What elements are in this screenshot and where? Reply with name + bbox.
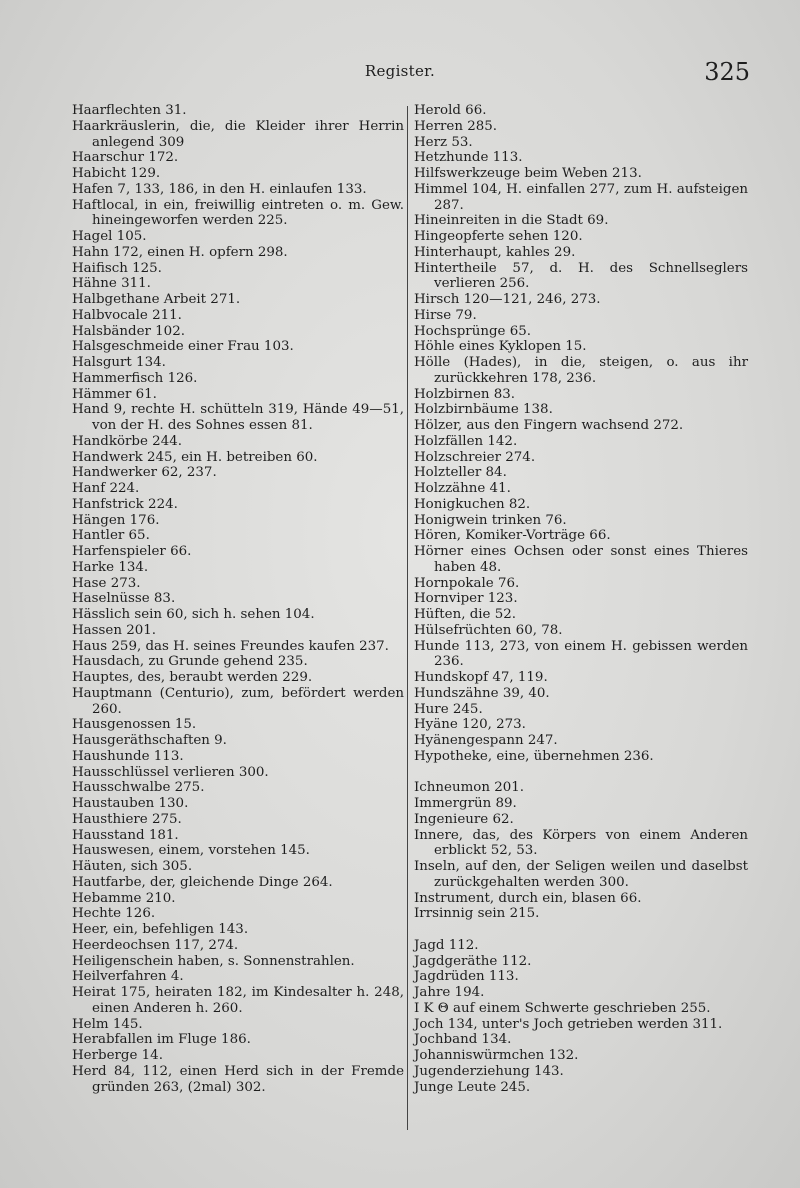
index-entry: Hauptmann (Centurio), zum, befördert werden 260. xyxy=(72,685,404,717)
index-entry: Hören, Komiker-Vorträge 66. xyxy=(414,528,611,544)
index-entry: Hand 9, rechte H. schütteln 319, Hände 49—51, von der H. des Sohnes essen 81. xyxy=(72,402,404,433)
index-entry: Habicht 129. xyxy=(72,166,161,181)
index-entry: Instrument, durch ein, blasen 66. xyxy=(414,890,642,906)
index-entry: Innere, das, des Körpers von einem Anderen erblickt 52, 53. xyxy=(414,827,748,859)
index-entry: Ingenieure 62. xyxy=(414,811,514,827)
index-entry: Immergrün 89. xyxy=(414,796,517,811)
index-entry: Holzbirnbäume 138. xyxy=(414,402,553,418)
index-entry: Halbgethane Arbeit 271. xyxy=(72,292,241,307)
index-entry: Jagd 112. xyxy=(414,937,479,953)
right-index-column xyxy=(414,103,748,1095)
index-entry: Hanf 224. xyxy=(72,481,140,496)
index-entry: Heirat 175, heiraten 182, im Kindesalter h. 248, einen Anderen h. 260. xyxy=(72,985,404,1016)
page-number: 325 xyxy=(704,58,750,86)
index-entry: Hämmer 61. xyxy=(72,386,157,402)
index-entry: Haarflechten 31. xyxy=(72,103,187,118)
index-entry: Holzbirnen 83. xyxy=(414,386,516,402)
index-entry: Hautfarbe, der, gleichende Dinge 264. xyxy=(72,874,333,890)
index-entry: Hängen 176. xyxy=(72,512,160,528)
index-entry: Hebamme 210. xyxy=(72,890,176,906)
index-entry: Heer, ein, befehligen 143. xyxy=(72,922,249,937)
index-entry: Hornviper 123. xyxy=(414,591,518,607)
index-entry: Holzzähne 41. xyxy=(414,481,511,496)
index-entry: Herberge 14. xyxy=(72,1048,163,1063)
index-entry: Hausthiere 275. xyxy=(72,811,182,827)
index-entry: Inseln, auf den, der Seligen weilen und daselbst zurückgehalten werden 300. xyxy=(414,859,748,890)
index-entry: Hagel 105. xyxy=(72,229,147,244)
index-entry: Honigkuchen 82. xyxy=(414,496,531,512)
index-entry: Halsgeschmeide einer Frau 103. xyxy=(72,339,294,355)
index-entry: Hüften, die 52. xyxy=(414,607,517,622)
index-entry: Honigwein trinken 76. xyxy=(414,512,567,528)
index-entry: Junge Leute 245. xyxy=(414,1079,531,1095)
running-header: Register. xyxy=(364,62,436,80)
index-entry: Hineinreiten in die Stadt 69. xyxy=(414,213,609,229)
index-entry: Hanfstrick 224. xyxy=(72,496,178,512)
index-entry: Halbvocale 211. xyxy=(72,307,182,323)
index-entry: Haus 259, das H. seines Freundes kaufen 237. xyxy=(72,638,389,654)
index-entry: Handwerk 245, ein H. betreiben 60. xyxy=(72,449,318,465)
index-entry: Heerdeochsen 117, 274. xyxy=(72,937,239,953)
index-entry: Hornpokale 76. xyxy=(414,575,520,591)
index-entry: Ι Κ Θ auf einem Schwerte geschrieben 255. xyxy=(414,1000,711,1016)
index-entry: Hypotheke, eine, übernehmen 236. xyxy=(414,748,654,764)
index-entry: Hölle (Hades), in die, steigen, o. aus ihr zurückkehren 178, 236. xyxy=(414,355,748,386)
index-entry: Haustauben 130. xyxy=(72,796,189,811)
index-entry: Harke 134. xyxy=(72,559,149,575)
index-entry: Hetzhunde 113. xyxy=(414,150,523,166)
index-entry: Hausschwalbe 275. xyxy=(72,780,205,796)
section-gap xyxy=(414,922,748,938)
index-entry: Hässlich sein 60, sich h. sehen 104. xyxy=(72,607,315,622)
index-entry: Herabfallen im Fluge 186. xyxy=(72,1032,251,1048)
index-entry: Hammerfisch 126. xyxy=(72,370,198,386)
index-entry: Holzteller 84. xyxy=(414,465,507,481)
index-entry: Hyänengespann 247. xyxy=(414,733,558,748)
index-entry: Hundszähne 39, 40. xyxy=(414,685,550,701)
index-entry: Halsbänder 102. xyxy=(72,323,185,339)
index-entry: Johanniswürmchen 132. xyxy=(414,1048,579,1063)
index-entry: Hausgeräthschaften 9. xyxy=(72,733,227,748)
section-gap xyxy=(414,765,748,781)
index-entry: Hirse 79. xyxy=(414,307,477,323)
index-entry: Herd 84, 112, einen Herd sich in der Fremde gründen 263, (2mal) 302. xyxy=(72,1063,404,1095)
index-entry: Jagdgeräthe 112. xyxy=(414,953,532,969)
index-entry: Herren 285. xyxy=(414,118,498,134)
index-entry: Häuten, sich 305. xyxy=(72,859,193,874)
index-entry: Hilfswerkzeuge beim Weben 213. xyxy=(414,166,642,181)
index-entry: Hingeopferte sehen 120. xyxy=(414,229,583,244)
index-entry: Harfenspieler 66. xyxy=(72,544,192,559)
index-entry: Hauswesen, einem, vorstehen 145. xyxy=(72,843,310,859)
index-entry: Hauptes, des, beraubt werden 229. xyxy=(72,670,313,685)
index-entry: Jahre 194. xyxy=(414,985,485,1000)
index-entry: Heiligenschein haben, s. Sonnenstrahlen. xyxy=(72,953,355,969)
index-entry: Herz 53. xyxy=(414,134,473,150)
index-entry: Irrsinnig sein 215. xyxy=(414,906,540,922)
index-entry: Hähne 311. xyxy=(72,276,151,292)
index-entry: Hase 273. xyxy=(72,575,141,591)
index-entry: Haselnüsse 83. xyxy=(72,591,176,607)
index-entry: Holzschreier 274. xyxy=(414,449,536,465)
index-entry: Hausdach, zu Grunde gehend 235. xyxy=(72,654,308,670)
index-entry: Hundskopf 47, 119. xyxy=(414,670,548,685)
index-entry: Hintertheile 57, d. H. des Schnellseglers verlieren 256. xyxy=(414,260,748,292)
index-entry: Hyäne 120, 273. xyxy=(414,717,526,733)
index-entry: Hunde 113, 273, von einem H. gebissen werden 236. xyxy=(414,638,748,670)
index-entry: Ichneumon 201. xyxy=(414,780,525,796)
left-index-column xyxy=(72,103,404,1095)
index-entry: Haifisch 125. xyxy=(72,260,162,276)
index-entry: Halsgurt 134. xyxy=(72,355,166,370)
index-entry: Hinterhaupt, kahles 29. xyxy=(414,244,576,260)
index-entry: Hausgenossen 15. xyxy=(72,717,197,733)
index-entry: Haftlocal, in ein, freiwillig eintreten o. m. Gew. hineingeworfen werden 225. xyxy=(72,197,404,229)
index-entry: Haarschur 172. xyxy=(72,150,179,166)
index-entry: Helm 145. xyxy=(72,1016,143,1032)
index-entry: Hölzer, aus den Fingern wachsend 272. xyxy=(414,418,684,433)
index-entry: Hausstand 181. xyxy=(72,827,179,843)
index-entry: Jugenderziehung 143. xyxy=(414,1063,564,1079)
index-entry: Höhle eines Kyklopen 15. xyxy=(414,339,587,355)
index-entry: Himmel 104, H. einfallen 277, zum H. aufsteigen 287. xyxy=(414,181,748,213)
index-entry: Hülsefrüchten 60, 78. xyxy=(414,622,563,638)
index-entry: Holzfällen 142. xyxy=(414,433,518,449)
index-entry: Hochsprünge 65. xyxy=(414,323,532,339)
index-entry: Herold 66. xyxy=(414,103,487,118)
index-entry: Hirsch 120—121, 246, 273. xyxy=(414,292,601,307)
index-entry: Joch 134, unter's Joch getrieben werden 311. xyxy=(414,1016,723,1032)
index-entry: Jochband 134. xyxy=(414,1032,512,1048)
index-entry: Hausschlüssel verlieren 300. xyxy=(72,764,269,780)
index-entry: Handwerker 62, 237. xyxy=(72,465,217,481)
index-entry: Heilverfahren 4. xyxy=(72,969,184,985)
index-entry: Hure 245. xyxy=(414,701,483,717)
index-entry: Haarkräuslerin, die, die Kleider ihrer Herrin anlegend 309 xyxy=(72,118,404,150)
index-entry: Hantler 65. xyxy=(72,528,150,544)
index-entry: Hassen 201. xyxy=(72,622,157,638)
index-entry: Hafen 7, 133, 186, in den H. einlaufen 133. xyxy=(72,181,367,197)
index-entry: Hahn 172, einen H. opfern 298. xyxy=(72,244,288,260)
index-entry: Hörner eines Ochsen oder sonst eines Thieres haben 48. xyxy=(414,544,748,575)
column-divider xyxy=(407,106,408,1130)
index-entry: Haushunde 113. xyxy=(72,748,184,764)
index-entry: Handkörbe 244. xyxy=(72,433,183,449)
index-entry: Hechte 126. xyxy=(72,906,156,922)
index-entry: Jagdrüden 113. xyxy=(414,969,519,985)
